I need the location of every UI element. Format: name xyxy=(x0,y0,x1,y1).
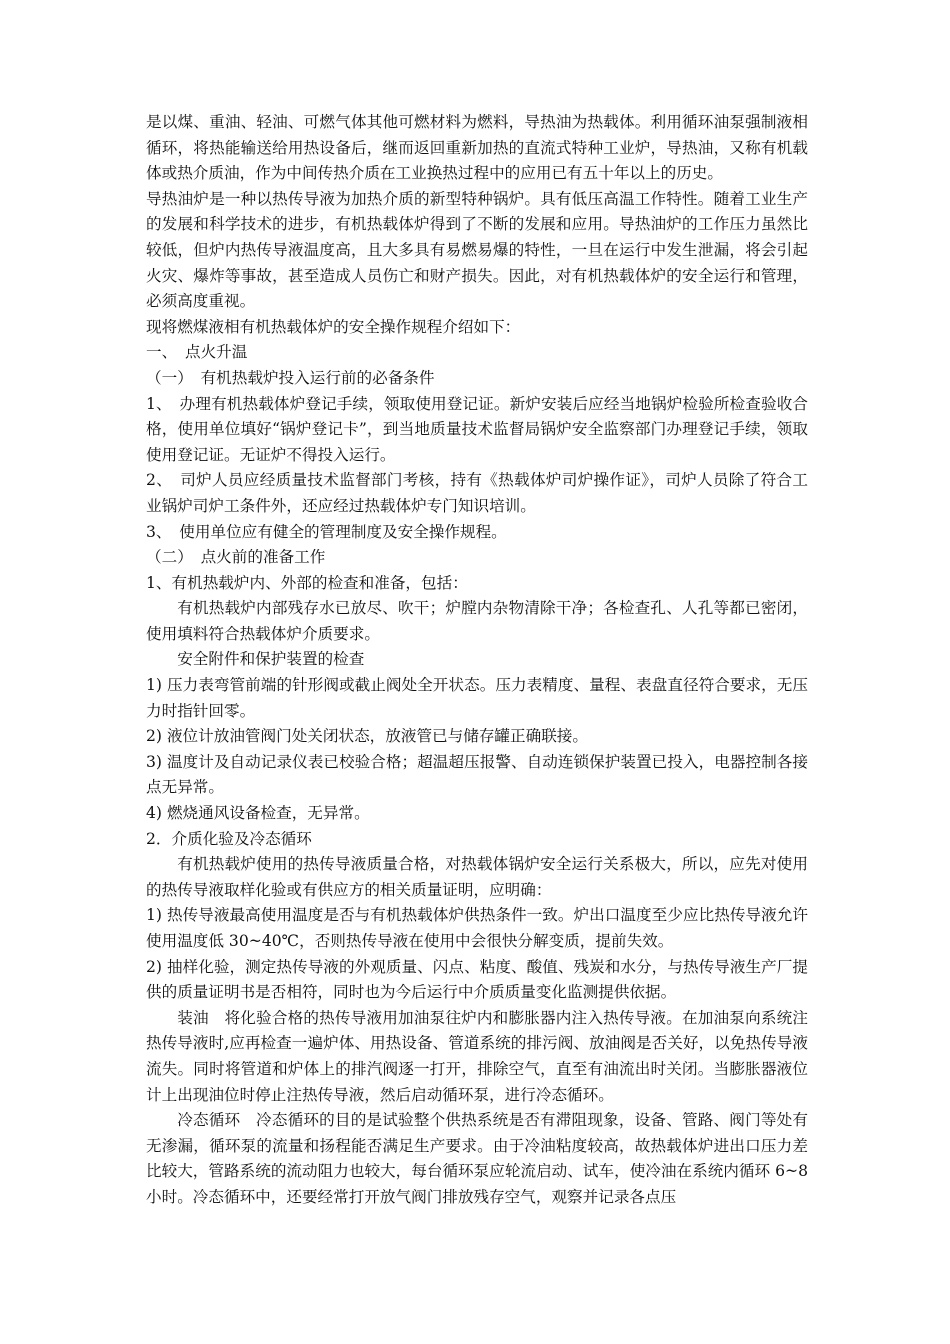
paragraph: 1) 热传导液最高使用温度是否与有机热载体炉供热条件一致。炉出口温度至少应比热传导液允许使用温度低 30~40℃，否则热传导液在使用中会很快分解变质，提前失效。 xyxy=(146,906,808,950)
paragraph: 3) 温度计及自动记录仪表已校验合格；超温超压报警、自动连锁保护装置已投入，电器控制各接点无异常。 xyxy=(146,752,808,797)
paragraph: 1、有机热载炉内、外部的检查和准备，包括： xyxy=(146,573,468,592)
paragraph: 有机热载炉内部残存水已放尽、吹干；炉膛内杂物清除干净；各检查孔、人孔等都已密闭，使用填料符合热载体炉介质要求。 xyxy=(146,599,808,643)
paragraph: （二） 点火前的准备工作 xyxy=(146,548,326,567)
paragraph: 3、 使用单位应有健全的管理制度及安全操作规程。 xyxy=(146,522,507,541)
paragraph: 一、 点火升温 xyxy=(146,343,248,362)
paragraph: 导热油炉是一种以热传导液为加热介质的新型特种锅炉。具有低压高温工作特性。随着工业生产的发展和科学技术的进步，有机热载体炉得到了不断的发展和应用。导热油炉的工作压力虽然比较低，但炉内热传导液温度高，且大多具有易燃易爆的特性，一旦在运行中发生泄漏，将会引起火灾、爆炸等事故，甚至造成人员伤亡和财产损失。因此，对有机热载体炉的安全运行和管理，必须高度重视。 xyxy=(146,189,808,311)
paragraph: 1) 压力表弯管前端的针形阀或截止阀处全开状态。压力表精度、量程、表盘直径符合要求，无压力时指针回零。 xyxy=(146,676,808,720)
paragraph: 2) 液位计放油管阀门处关闭状态，放液管已与储存罐正确联接。 xyxy=(146,727,588,746)
paragraph: 2．介质化验及冷态循环 xyxy=(146,829,312,848)
paragraph: 冷态循环 冷态循环的目的是试验整个供热系统是否有滞阻现象，设备、管路、阀门等处有无渗漏，循环泵的流量和扬程能否满足生产要求。由于冷油粘度较高，故热载体炉进出口压力差比较大，管路系统的流动阻力也较大，每台循环泵应轮流启动、试车，使冷油在系统内循环 6~8 小时。冷态循环中，还要经常打开放气阀门排放残存空气，观察并记录各点压 xyxy=(146,1111,808,1206)
paragraph: 2、 司炉人员应经质量技术监督部门考核，持有《热载体炉司炉操作证》，司炉人员除了符合工业锅炉司炉工条件外，还应经过热载体炉专门知识培训。 xyxy=(146,471,808,515)
paragraph: 是以煤、重油、轻油、可燃气体其他可燃材料为燃料，导热油为热载体。利用循环油泵强制液相循环，将热能输送给用热设备后，继而返回重新加热的直流式特种工业炉，导热油，又称有机载体或热介质油，作为中间传热介质在工业换热过程中的应用已有五十年以上的历史。 xyxy=(146,113,808,183)
paragraph: （一） 有机热载炉投入运行前的必备条件 xyxy=(146,368,435,387)
document-body xyxy=(146,110,808,1211)
paragraph: 有机热载炉使用的热传导液质量合格，对热载体锅炉安全运行关系极大，所以，应先对使用的热传导液取样化验或有供应方的相关质量证明，应明确： xyxy=(146,855,808,899)
paragraph: 4) 燃烧通风设备检查，无异常。 xyxy=(146,804,370,823)
paragraph: 2) 抽样化验，测定热传导液的外观质量、闪点、粘度、酸值、残炭和水分，与热传导液生产厂提供的质量证明书是否相符，同时也为今后运行中介质质量变化监测提供依据。 xyxy=(146,957,808,1002)
paragraph: 装油 将化验合格的热传导液用加油泵往炉内和膨胀器内注入热传导液。在加油泵向系统注热传导液时,应再检查一遍炉体、用热设备、管道系统的排污阀、放油阀是否关好，以免热传导液流失。同时将管道和炉体上的排汽阀逐一打开，排除空气，直至有油流出时关闭。当膨胀器液位计上出现油位时停止注热传导液，然后启动循环泵，进行冷态循环。 xyxy=(146,1008,808,1104)
paragraph: 现将燃煤液相有机热载体炉的安全操作规程介绍如下： xyxy=(146,317,521,336)
paragraph: 安全附件和保护装置的检查 xyxy=(177,650,365,669)
paragraph: 1、 办理有机热载体炉登记手续，领取使用登记证。新炉安装后应经当地锅炉检验所检查验收合格，使用单位填好“锅炉登记卡”，到当地质量技术监督局锅炉安全监察部门办理登记手续，领取使用登记证。无证炉不得投入运行。 xyxy=(146,394,808,464)
